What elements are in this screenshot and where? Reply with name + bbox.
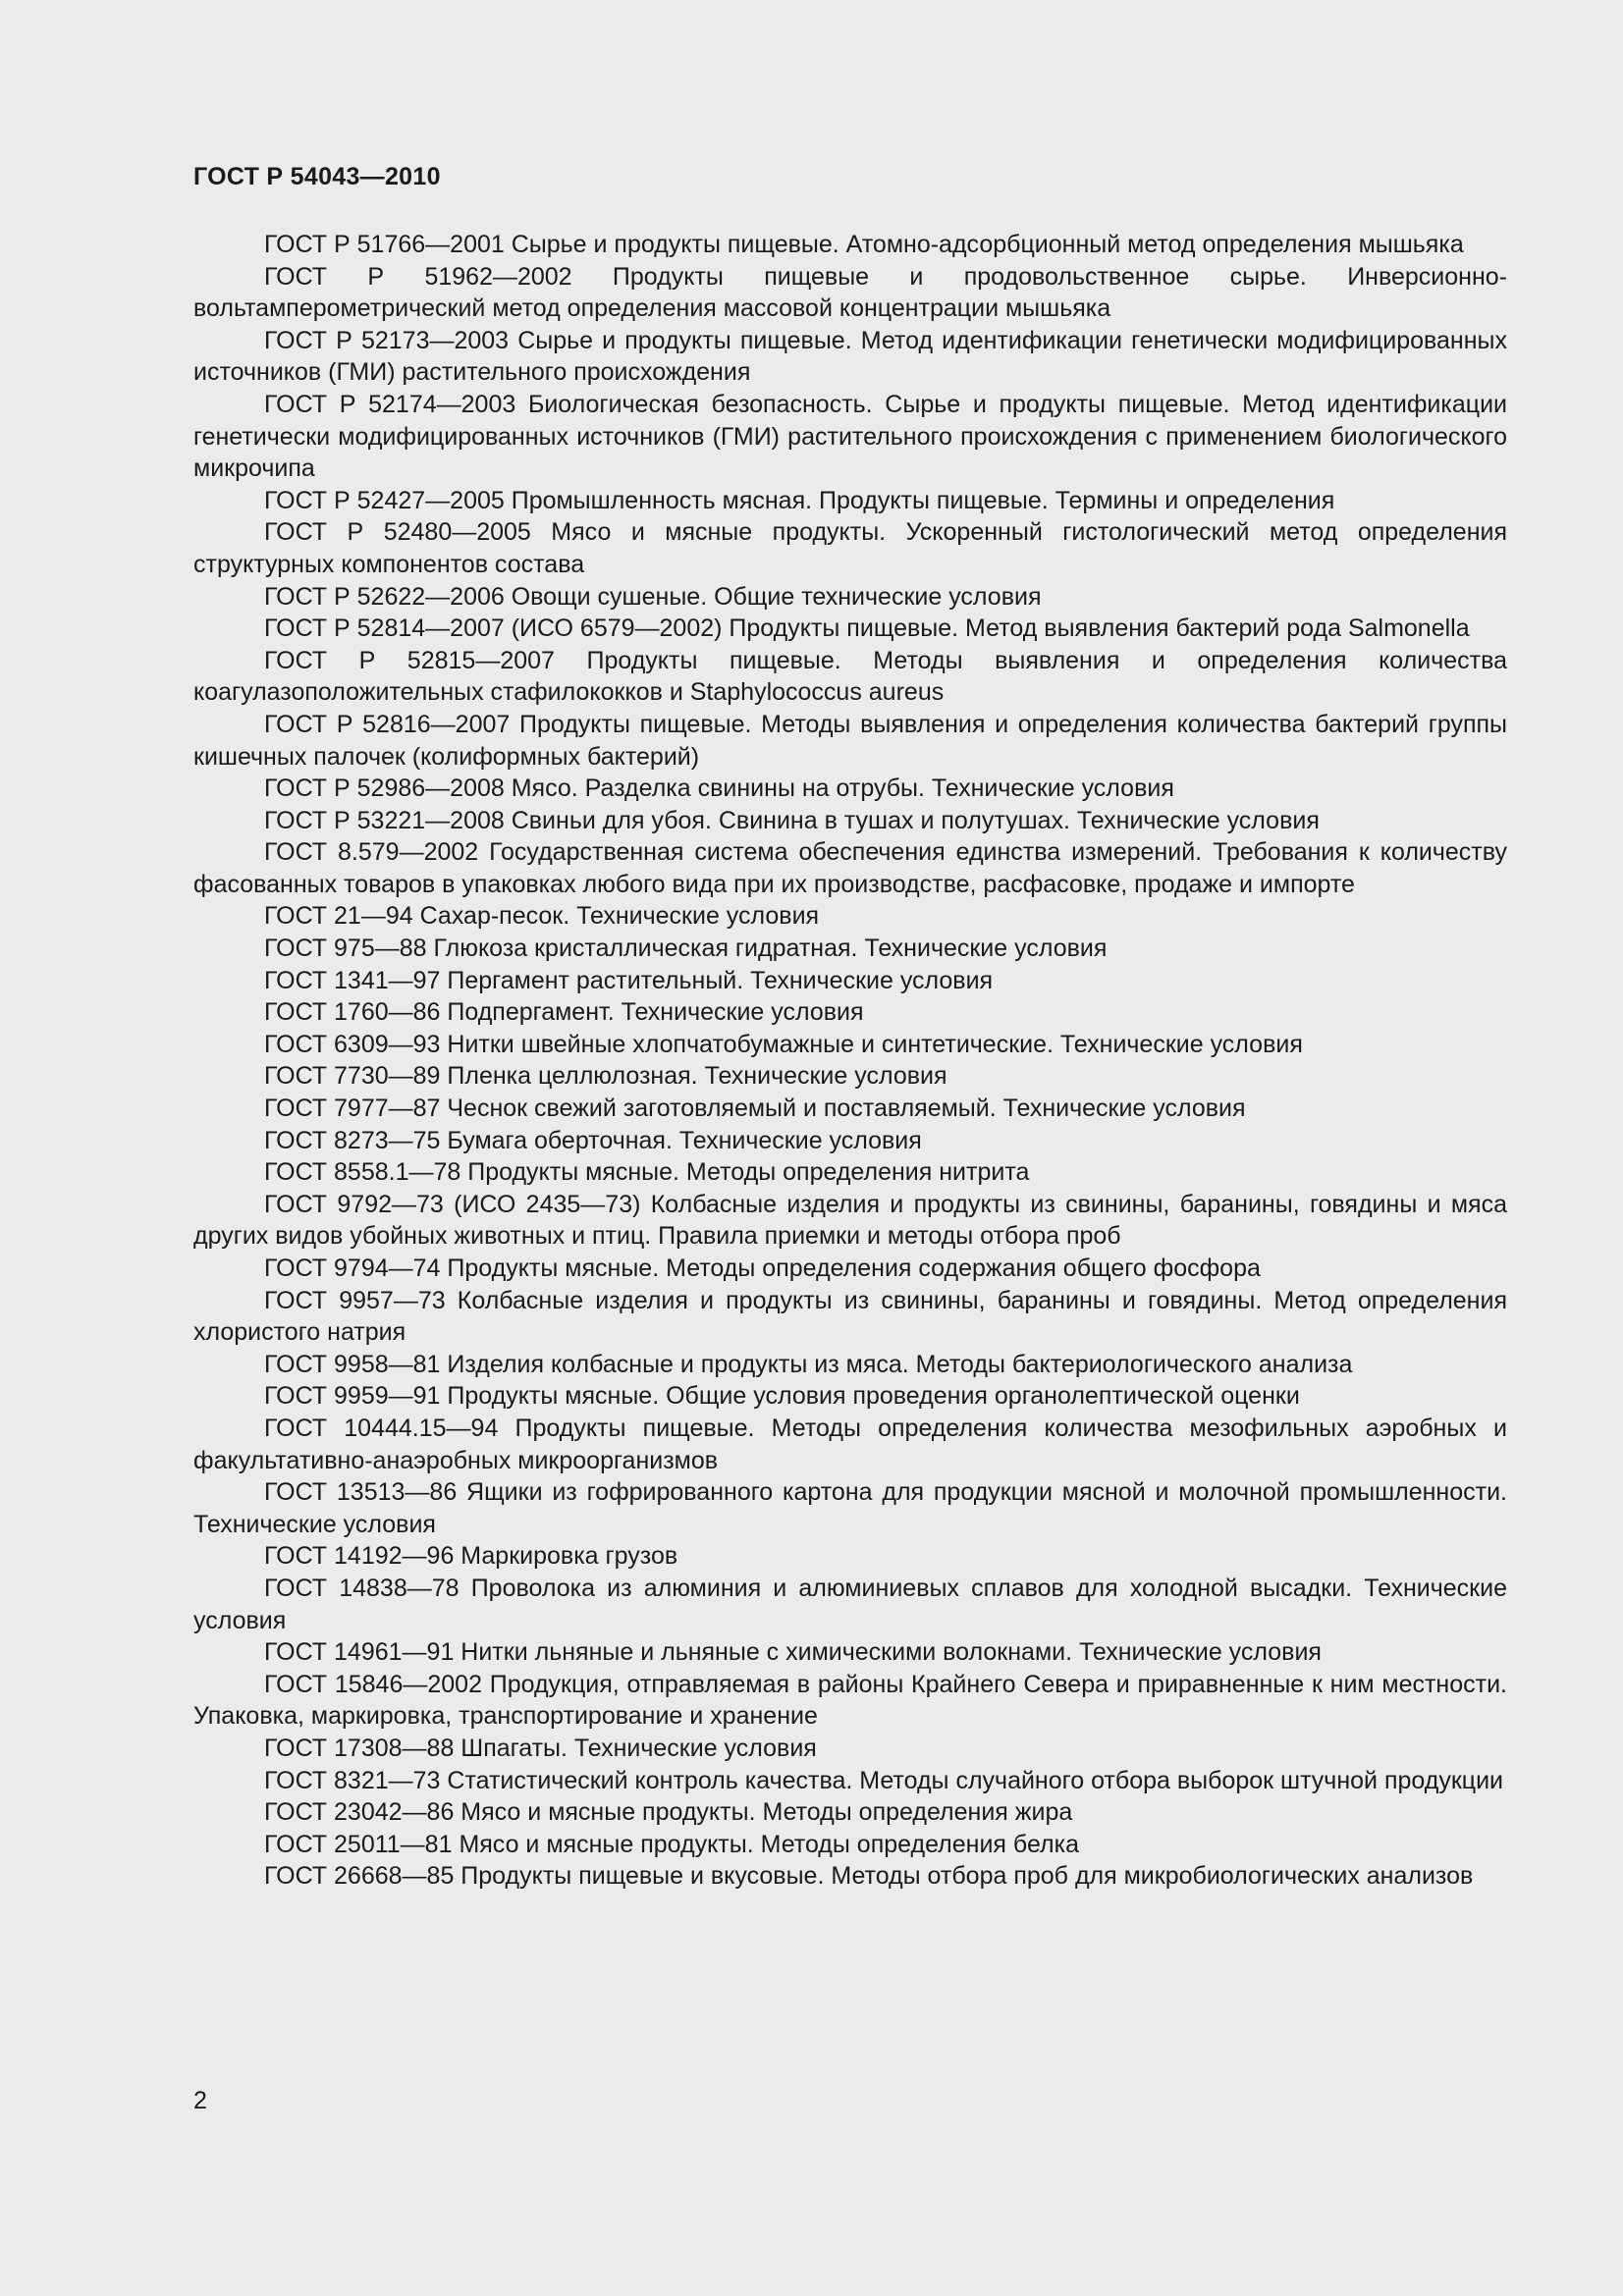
- reference-entry: ГОСТ 8558.1—78 Продукты мясные. Методы определения нитрита: [264, 1158, 1030, 1187]
- reference-entry: ГОСТ 26668—85 Продукты пищевые и вкусовые. Методы отбора проб для микробиологических анализов: [264, 1862, 1474, 1891]
- reference-entry: ГОСТ 1341—97 Пергамент растительный. Технические условия: [264, 966, 994, 994]
- reference-entry: ГОСТ Р 51766—2001 Сырье и продукты пищевые. Атомно-адсорбционный метод определения мышьяка: [264, 231, 1464, 258]
- reference-entry: ГОСТ Р 52814—2007 (ИСО 6579—2002) Продукты пищевые. Метод выявления бактерий рода Salmonella: [264, 614, 1470, 643]
- reference-entry: ГОСТ 23042—86 Мясо и мясные продукты. Методы определения жира: [264, 1798, 1073, 1827]
- reference-entry: ГОСТ 6309—93 Нитки швейные хлопчатобумажные и синтетические. Технические условия: [264, 1030, 1303, 1058]
- reference-entry: ГОСТ 13513—86 Ящики из гофрированного картона для продукции мясной и молочной промышленности. Технические условия: [193, 1478, 1507, 1538]
- reference-entry: ГОСТ 7730—89 Пленка целлюлозная. Технические условия: [264, 1062, 947, 1091]
- reference-entry: ГОСТ 14838—78 Проволока из алюминия и алюминиевых сплавов для холодной высадки. Технические условия: [193, 1574, 1507, 1634]
- normative-references-list: [193, 229, 1507, 1893]
- reference-entry: ГОСТ Р 53221—2008 Свиньи для убоя. Свинина в тушах и полутушах. Технические условия: [264, 806, 1320, 834]
- reference-entry: ГОСТ 9959—91 Продукты мясные. Общие условия проведения органолептической оценки: [264, 1382, 1300, 1411]
- reference-entry: ГОСТ 14192—96 Маркировка грузов: [264, 1542, 678, 1571]
- reference-entry: ГОСТ Р 52427—2005 Промышленность мясная. Продукты пищевые. Термины и определения: [264, 486, 1335, 514]
- reference-entry: ГОСТ 975—88 Глюкоза кристаллическая гидратная. Технические условия: [264, 934, 1108, 963]
- page-number: 2: [193, 2087, 207, 2114]
- reference-entry: ГОСТ 14961—91 Нитки льняные и льняные с химическими волокнами. Технические условия: [264, 1638, 1322, 1667]
- reference-entry: ГОСТ 17308—88 Шпагаты. Технические условия: [264, 1734, 817, 1762]
- reference-entry: ГОСТ Р 52986—2008 Мясо. Разделка свинины на отрубы. Технические условия: [264, 774, 1174, 803]
- reference-entry: ГОСТ 8321—73 Статистический контроль качества. Методы случайного отбора выборок штучной продукции: [264, 1766, 1504, 1794]
- reference-entry: ГОСТ 15846—2002 Продукция, отправляемая в районы Крайнего Севера и приравненные к ним местности. Упаковка, маркировка, транспортирование и хранение: [193, 1670, 1507, 1731]
- reference-entry: ГОСТ 8.579—2002 Государственная система обеспечения единства измерений. Требования к количеству фасованных товаров в упаковках любого вида при их производстве, расфасовке, продаже и импорте: [193, 838, 1507, 898]
- page-header-standard-number: ГОСТ Р 54043—2010: [193, 163, 441, 190]
- reference-entry: ГОСТ 21—94 Сахар-песок. Технические условия: [264, 902, 820, 931]
- reference-entry: ГОСТ 9957—73 Колбасные изделия и продукты из свинины, баранины и говядины. Метод определения хлористого натрия: [193, 1286, 1507, 1347]
- reference-entry: ГОСТ Р 52816—2007 Продукты пищевые. Методы выявления и определения количества бактерий группы кишечных палочек (колиформных бактерий): [193, 710, 1507, 771]
- reference-entry: ГОСТ 9792—73 (ИСО 2435—73) Колбасные изделия и продукты из свинины, баранины, говядины и мяса других видов убойных животных и птиц. Правила приемки и методы отбора проб: [193, 1190, 1507, 1251]
- reference-entry: ГОСТ 1760—86 Подпергамент. Технические условия: [264, 998, 864, 1027]
- reference-entry: ГОСТ Р 52173—2003 Сырье и продукты пищевые. Метод идентификации генетически модифицированных источников (ГМИ) растительного происхождения: [193, 326, 1507, 387]
- reference-entry: ГОСТ 8273—75 Бумага оберточная. Технические условия: [264, 1126, 922, 1154]
- reference-entry: ГОСТ 9794—74 Продукты мясные. Методы определения содержания общего фосфора: [264, 1255, 1261, 1282]
- reference-entry: ГОСТ Р 52174—2003 Биологическая безопасность. Сырье и продукты пищевые. Метод идентификации генетически модифицированных источников (ГМИ) растительного происхождения с применением биологического микрочипа: [193, 390, 1507, 483]
- reference-entry: ГОСТ Р 51962—2002 Продукты пищевые и продовольственное сырье. Инверсионно-вольтамперометрический метод определения массовой концентрации мышьяка: [193, 262, 1507, 323]
- reference-entry: ГОСТ 25011—81 Мясо и мясные продукты. Методы определения белка: [264, 1830, 1080, 1858]
- reference-entry: ГОСТ 10444.15—94 Продукты пищевые. Методы определения количества мезофильных аэробных и факультативно-анаэробных микроорганизмов: [193, 1414, 1507, 1474]
- reference-entry: ГОСТ 7977—87 Чеснок свежий заготовляемый и поставляемый. Технические условия: [264, 1095, 1246, 1123]
- reference-entry: ГОСТ Р 52815—2007 Продукты пищевые. Методы выявления и определения количества коагулазоположительных стафилококков и Staphylococcus aureus: [193, 646, 1507, 707]
- reference-entry: ГОСТ Р 52480—2005 Мясо и мясные продукты. Ускоренный гистологический метод определения структурных компонентов состава: [193, 518, 1507, 578]
- reference-entry: ГОСТ 9958—81 Изделия колбасные и продукты из мяса. Методы бактериологического анализа: [264, 1350, 1353, 1378]
- reference-entry: ГОСТ Р 52622—2006 Овощи сушеные. Общие технические условия: [264, 582, 1042, 611]
